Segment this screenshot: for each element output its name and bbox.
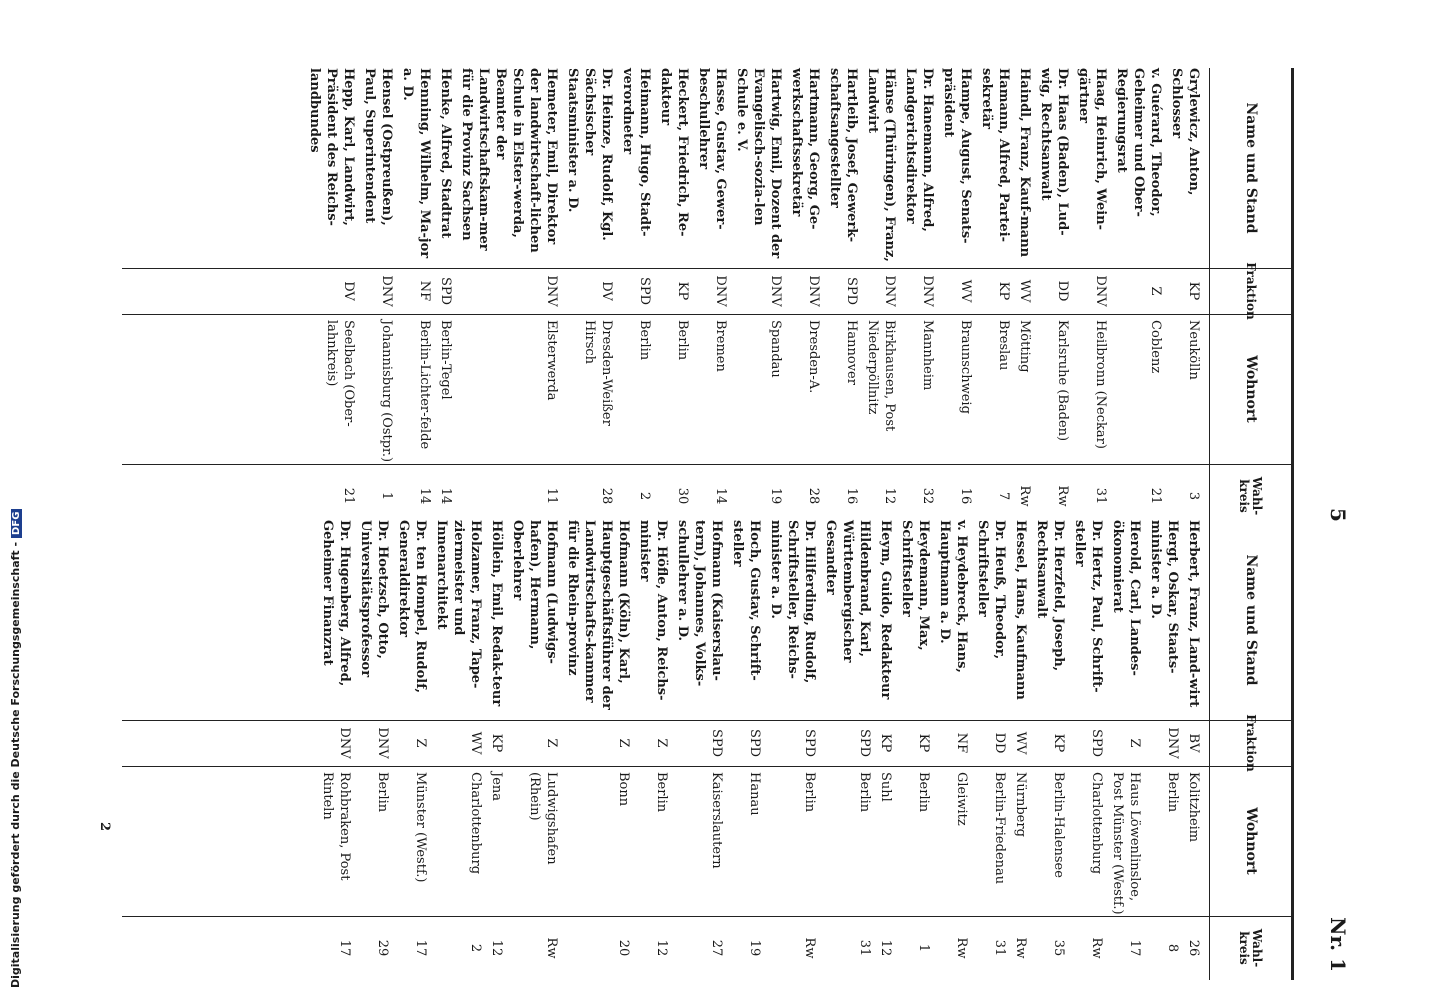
cell-wahlkreis: Rw — [1089, 937, 1104, 959]
cell-fraktion: SPD — [747, 728, 762, 758]
cell-wahlkreis: 19 — [768, 487, 783, 505]
cell-wahlkreis: 21 — [341, 487, 356, 505]
table-header-rule — [1209, 68, 1210, 528]
cell-wohnort: Bremen — [713, 320, 728, 372]
cell-wohnort: Mötting — [1017, 320, 1032, 373]
cell-name: Hasse, Gustav, Gewer-beschullehrer — [696, 68, 728, 230]
cell-wahlkreis: 12 — [878, 939, 893, 957]
cell-wohnort: Berlin — [637, 320, 652, 361]
cell-name: Heckert, Friedrich, Re-dakteur — [658, 68, 690, 237]
cell-wahlkreis: 17 — [1127, 939, 1142, 957]
cell-fraktion: NF — [417, 280, 432, 302]
cell-wohnort: Elsterwerda — [544, 320, 559, 401]
cell-wohnort: Berlin-Lichter-felde — [417, 320, 432, 450]
cell-wohnort: Breslau — [996, 320, 1011, 371]
cell-wahlkreis: 28 — [599, 487, 614, 505]
table-row — [657, 68, 691, 528]
cell-name: Hildenbrand, Karl, Württembergischer Gesandter — [823, 520, 872, 663]
cell-wahlkreis: 14 — [713, 487, 728, 505]
table-row — [509, 520, 560, 980]
cell-fraktion: WV — [1013, 731, 1028, 755]
table-row — [898, 520, 932, 980]
cell-wahlkreis: 31 — [857, 939, 872, 957]
cell-fraktion: KP — [675, 281, 690, 301]
cell-wohnort: Gleiwitz — [954, 772, 969, 826]
cell-wohnort: Seelbach (Ober-lahnkreis) — [324, 320, 356, 427]
cell-name: Hofmann (Ludwigs-hafen), Hermann, Oberlehrer — [510, 520, 559, 664]
cell-fraktion: SPD — [802, 728, 817, 758]
cell-wahlkreis: 2 — [637, 491, 652, 501]
cell-wahlkreis: 17 — [337, 939, 352, 957]
cell-wohnort: Berlin-Friedenau — [992, 772, 1007, 885]
table-row — [619, 68, 653, 528]
cell-wohnort: Haus Löwenlinsloe, Post Münster (Westf.) — [1110, 772, 1142, 915]
cell-fraktion: DNV — [379, 275, 394, 307]
cell-wahlkreis: 26 — [1186, 939, 1201, 957]
cell-wahlkreis: 19 — [747, 939, 762, 957]
cell-wahlkreis: Rw — [954, 937, 969, 959]
cell-fraktion: KP — [1051, 733, 1066, 753]
table-row — [974, 520, 1008, 980]
table-body — [302, 68, 1202, 528]
cell-wohnort: Münster (Westf.) — [413, 772, 428, 883]
table-row — [695, 68, 729, 528]
cell-name: Hartwig, Emil, Dozent der Evangelisch-sozia-len Schule e. V. — [734, 68, 783, 259]
table-row — [729, 520, 763, 980]
cell-wahlkreis: 20 — [616, 939, 631, 957]
cell-name: Hepp, Karl, Landwirt, Präsident des Reichs-landbundes — [307, 68, 356, 226]
table-body — [315, 520, 1202, 980]
table-row — [319, 520, 353, 980]
header-wahlkreis: Wahl-kreis — [1237, 928, 1265, 968]
cell-wahlkreis: Rw — [1013, 937, 1028, 959]
cell-name: Heym, Guido, Redakteur — [878, 520, 893, 700]
header-fraktion: Fraktion — [1243, 714, 1258, 772]
cell-fraktion: SPD — [844, 276, 859, 306]
table-row — [1168, 68, 1202, 528]
cell-wohnort: Charlottenburg — [1089, 772, 1104, 875]
cell-wahlkreis: 31 — [1093, 487, 1108, 505]
table-row — [788, 68, 822, 528]
table-row — [1113, 68, 1164, 528]
cell-fraktion: DNV — [920, 275, 935, 307]
cell-wohnort: Jena — [489, 772, 504, 802]
cell-name: Heydemann, Max, Schriftsteller — [899, 520, 931, 651]
cell-fraktion: DNV — [375, 727, 390, 759]
cell-name: Hampe, August, Senats-präsident — [941, 68, 973, 244]
table-row — [864, 68, 898, 528]
cell-wohnort: Berlin — [375, 772, 390, 813]
cell-name: Heimann, Hugo, Stadt-verordneter — [620, 68, 652, 237]
cell-fraktion: Z — [544, 738, 559, 748]
credit-text — [9, 509, 22, 988]
cell-name: Haag, Heinrich, Wein-gärtner — [1076, 68, 1108, 231]
cell-wohnort: Rohbraken, Post Rinteln — [320, 772, 352, 881]
cell-wahlkreis: 12 — [882, 487, 897, 505]
cell-fraktion: SPD — [857, 728, 872, 758]
cell-wahlkreis: 14 — [417, 487, 432, 505]
table-row — [564, 68, 615, 528]
table-right — [122, 520, 1294, 980]
table-header-rule — [1209, 520, 1210, 980]
table-row — [1185, 520, 1202, 980]
cell-name: Hofmann (Köln), Karl, Hauptgeschäftsführer der Landwirtschafts-kammer für die Rhein-provinz — [565, 520, 631, 710]
table-row — [1016, 68, 1033, 528]
cell-wohnort: Neukölln — [1186, 320, 1201, 380]
table-row — [767, 520, 818, 980]
cell-wohnort: Berlin — [1165, 772, 1180, 813]
cell-wohnort: Johannisburg (Ostpr.) — [379, 320, 394, 463]
cell-fraktion: WV — [468, 731, 483, 755]
header-name: Name und Stand — [1242, 554, 1259, 686]
table-row — [1033, 520, 1067, 980]
table-top-rule — [1291, 520, 1294, 980]
cell-name: Holzamer, Franz, Tape-ziermeister und Innenarchitekt — [434, 520, 483, 689]
cell-fraktion: KP — [996, 281, 1011, 301]
cell-name: Dr. Hilferding, Rudolf, Schriftsteller, Reichs-minister a. D. — [768, 520, 817, 684]
cell-name: Dr. Hertz, Paul, Schrift-steller — [1072, 520, 1104, 693]
cell-wahlkreis: 21 — [1148, 487, 1163, 505]
cell-wohnort: Braunschweig — [958, 320, 973, 414]
table-row — [877, 520, 894, 980]
cell-name: Hensel (Ostpreußen), Paul, Superintendent — [362, 68, 394, 226]
cell-wahlkreis: 35 — [1051, 939, 1066, 957]
cell-fraktion: DNV — [806, 275, 821, 307]
table-row — [822, 520, 873, 980]
cell-wahlkreis: 16 — [958, 487, 973, 505]
cell-wahlkreis: 16 — [844, 487, 859, 505]
cell-wohnort: Berlin-Tegel — [438, 320, 453, 400]
cell-fraktion: DNV — [337, 727, 352, 759]
cell-fraktion: BV — [1186, 733, 1201, 753]
table-row — [1147, 520, 1181, 980]
cell-wahlkreis: 2 — [468, 943, 483, 953]
cell-fraktion: WV — [1017, 279, 1032, 303]
cell-wahlkreis: 1 — [379, 491, 394, 501]
cell-name: Herbert, Franz, Land-wirt — [1186, 520, 1201, 708]
table-row — [1109, 520, 1143, 980]
cell-wahlkreis: Rw — [802, 937, 817, 959]
header-wohnort: Wohnort — [1242, 807, 1259, 875]
issue-number: Nr. 1 — [1326, 917, 1350, 972]
cell-wohnort: Mannheim — [920, 320, 935, 391]
cell-wohnort: Spandau — [768, 320, 783, 378]
cell-fraktion: DNV — [882, 275, 897, 307]
table-row — [826, 68, 860, 528]
cell-name: Dr. Heuß, Theodor, Schriftsteller — [975, 520, 1007, 660]
credit-label: Digitalisierung gefördert durch die Deutsche Forschungsgemeinschaft - — [9, 541, 22, 988]
table-row — [306, 68, 357, 528]
table-row — [564, 520, 632, 980]
cell-fraktion: KP — [489, 733, 504, 753]
cell-wohnort: Bonn — [616, 772, 631, 807]
cell-wahlkreis: Rw — [1017, 485, 1032, 507]
cell-fraktion: DNV — [1093, 275, 1108, 307]
table-top-rule — [1291, 68, 1294, 528]
cell-fraktion: Z — [1127, 738, 1142, 748]
sidebar-credit — [0, 0, 28, 1000]
cell-wohnort: Berlin — [916, 772, 931, 813]
table-row — [936, 520, 970, 980]
cell-name: Dr. ten Hompel, Rudolf, Generaldirektor — [396, 520, 428, 694]
cell-name: Hänse (Thüringen), Franz, Landwirt — [865, 68, 897, 262]
cell-name: Henke, Alfred, Stadtrat — [438, 68, 453, 239]
cell-wohnort: Heilbronn (Neckar) — [1093, 320, 1108, 449]
table-row — [1075, 68, 1109, 528]
cell-name: Henning, Wilhelm, Ma-jor a. D. — [400, 68, 432, 259]
cell-name: v. Heydebreck, Hans, Hauptmann a. D. — [937, 520, 969, 673]
cell-name: Hartmann, Georg, Ge-werkschaftssekretär — [789, 68, 821, 230]
cell-fraktion: DV — [341, 281, 356, 301]
cell-wahlkreis: 30 — [675, 487, 690, 505]
cell-wahlkreis: Rw — [1055, 485, 1070, 507]
cell-wohnort: Karlsruhe (Baden) — [1055, 320, 1070, 442]
table-row — [488, 520, 505, 980]
cell-name: Hartleib, Josef, Gewerk-schaftsangestellter — [827, 68, 859, 243]
table-row — [357, 520, 391, 980]
header-name: Name und Stand — [1242, 102, 1259, 234]
cell-fraktion: SPD — [1089, 728, 1104, 758]
cell-wahlkreis: 7 — [996, 491, 1011, 501]
cell-name: Dr. Hanemann, Alfred, Landgerichtsdirektor — [903, 68, 935, 232]
cell-wohnort: Berlin — [857, 772, 872, 813]
cell-name: v. Guérard, Theodor, Geheimer und Ober-Regierungsrat — [1114, 68, 1163, 217]
cell-wohnort: Charlottenburg — [468, 772, 483, 875]
cell-wohnort: Berlin — [654, 772, 669, 813]
cell-name: Hofmann (Kaiserslau-tern), Johannes, Volks-schullehrer a. D. — [675, 520, 724, 687]
page-number: 5 — [1326, 508, 1350, 522]
cell-name: Haindl, Franz, Kauf-mann — [1017, 68, 1032, 258]
cell-fraktion: DNV — [1165, 727, 1180, 759]
cell-wohnort: Hannover — [844, 320, 859, 385]
cell-fraktion: SPD — [438, 276, 453, 306]
table-row — [978, 68, 1012, 528]
cell-fraktion: Z — [654, 738, 669, 748]
cell-name: Herold, Carl, Landes-ökonomierat — [1110, 520, 1142, 676]
cell-name: Dr. Heinze, Rudolf, Kgl. Sächsischer Staatsminister a. D. — [565, 68, 614, 241]
cell-name: Hergt, Oskar, Staats-minister a. D. — [1148, 520, 1180, 674]
dfg-logo: DFG — [11, 509, 22, 538]
cell-name: Dr. Höfle, Anton, Reichs-minister — [637, 520, 669, 701]
cell-name: Hessel, Hans, Kaufmann — [1013, 520, 1028, 700]
cell-wohnort: Coblenz — [1148, 320, 1163, 374]
cell-wohnort: Nürnberg — [1013, 772, 1028, 837]
cell-fraktion: DNV — [713, 275, 728, 307]
cell-name: Höllein, Emil, Redak-teur — [489, 520, 504, 707]
cell-wohnort: Berlin — [675, 320, 690, 361]
cell-wahlkreis: 31 — [992, 939, 1007, 957]
cell-name: Dr. Hoetzsch, Otto, Universitätsprofessor — [358, 520, 390, 678]
cell-fraktion: Z — [1148, 286, 1163, 296]
cell-name: Hamann, Alfred, Partei-sekretär — [979, 68, 1011, 243]
cell-fraktion: SPD — [709, 728, 724, 758]
table-row — [361, 68, 395, 528]
cell-fraktion: NF — [954, 732, 969, 754]
cell-wohnort: Ludwigshafen (Rhein) — [527, 772, 559, 865]
cell-wahlkreis: 3 — [1186, 491, 1201, 501]
cell-wohnort: Birkhausen, Post Niederpöllnitz — [865, 320, 897, 432]
cell-wahlkreis: 14 — [438, 487, 453, 505]
cell-wahlkreis: Rw — [544, 937, 559, 959]
cell-wohnort: Kaiserslautern — [709, 772, 724, 869]
table-row — [458, 68, 560, 528]
table-row — [1037, 68, 1071, 528]
cell-wahlkreis: 12 — [654, 939, 669, 957]
cell-wahlkreis: 12 — [489, 939, 504, 957]
cell-wahlkreis: 32 — [920, 487, 935, 505]
table-row — [1071, 520, 1105, 980]
cell-fraktion: DD — [1055, 280, 1070, 302]
cell-fraktion: KP — [1186, 281, 1201, 301]
cell-fraktion: SPD — [637, 276, 652, 306]
table-row — [902, 68, 936, 528]
cell-name: Dr. Hugenberg, Alfred, Geheimer Finanzrat — [320, 520, 352, 687]
cell-fraktion: KP — [916, 733, 931, 753]
table-left — [122, 68, 1294, 528]
cell-fraktion: DD — [992, 732, 1007, 754]
cell-wahlkreis: 17 — [413, 939, 428, 957]
table-row — [1012, 520, 1029, 980]
cell-fraktion: DNV — [544, 275, 559, 307]
cell-name: Grylewicz, Anton, Schlosser — [1169, 68, 1201, 196]
cell-wohnort: Dresden-A. — [806, 320, 821, 394]
cell-wahlkreis: 28 — [806, 487, 821, 505]
cell-fraktion: DNV — [768, 275, 783, 307]
cell-fraktion: Z — [616, 738, 631, 748]
cell-wohnort: Hanau — [747, 772, 762, 816]
cell-name: Dr. Haas (Baden), Lud-wig, Rechtsanwalt — [1038, 68, 1070, 236]
cell-name: Hoch, Gustav, Schrift-steller — [730, 520, 762, 681]
cell-wohnort: Dresden-Weißer Hirsch — [582, 320, 614, 426]
table-row — [399, 68, 433, 528]
cell-fraktion: Z — [413, 738, 428, 748]
printer-signature: 2 — [97, 822, 112, 832]
cell-wahlkreis: 8 — [1165, 943, 1180, 953]
cell-fraktion: DV — [599, 281, 614, 301]
cell-wohnort: Berlin — [802, 772, 817, 813]
header-wohnort: Wohnort — [1242, 355, 1259, 423]
table-row — [437, 68, 454, 528]
header-wahlkreis: Wahl-kreis — [1237, 476, 1265, 516]
cell-wohnort: Kolitzheim — [1186, 772, 1201, 843]
cell-fraktion: KP — [878, 733, 893, 753]
cell-wahlkreis: 27 — [709, 939, 724, 957]
cell-wohnort: Berlin-Halensee — [1051, 772, 1066, 878]
cell-name: Hemeter, Emil, Direktor der landwirtschaft-lichen Schule in Elster-werda, Beamter der Landwirtschaftskam-mer für die Provinz Sachsen — [459, 68, 559, 253]
cell-wahlkreis: 1 — [916, 943, 931, 953]
table-row — [674, 520, 725, 980]
table-row — [395, 520, 429, 980]
table-row — [636, 520, 670, 980]
cell-name: Dr. Herzfeld, Joseph, Rechtsanwalt — [1034, 520, 1066, 672]
cell-fraktion: WV — [958, 279, 973, 303]
cell-wahlkreis: 29 — [375, 939, 390, 957]
table-row — [733, 68, 784, 528]
cell-wahlkreis: 11 — [544, 487, 559, 505]
table-row — [940, 68, 974, 528]
cell-wohnort: Suhl — [878, 772, 893, 802]
header-fraktion: Fraktion — [1243, 262, 1258, 320]
table-row — [433, 520, 484, 980]
